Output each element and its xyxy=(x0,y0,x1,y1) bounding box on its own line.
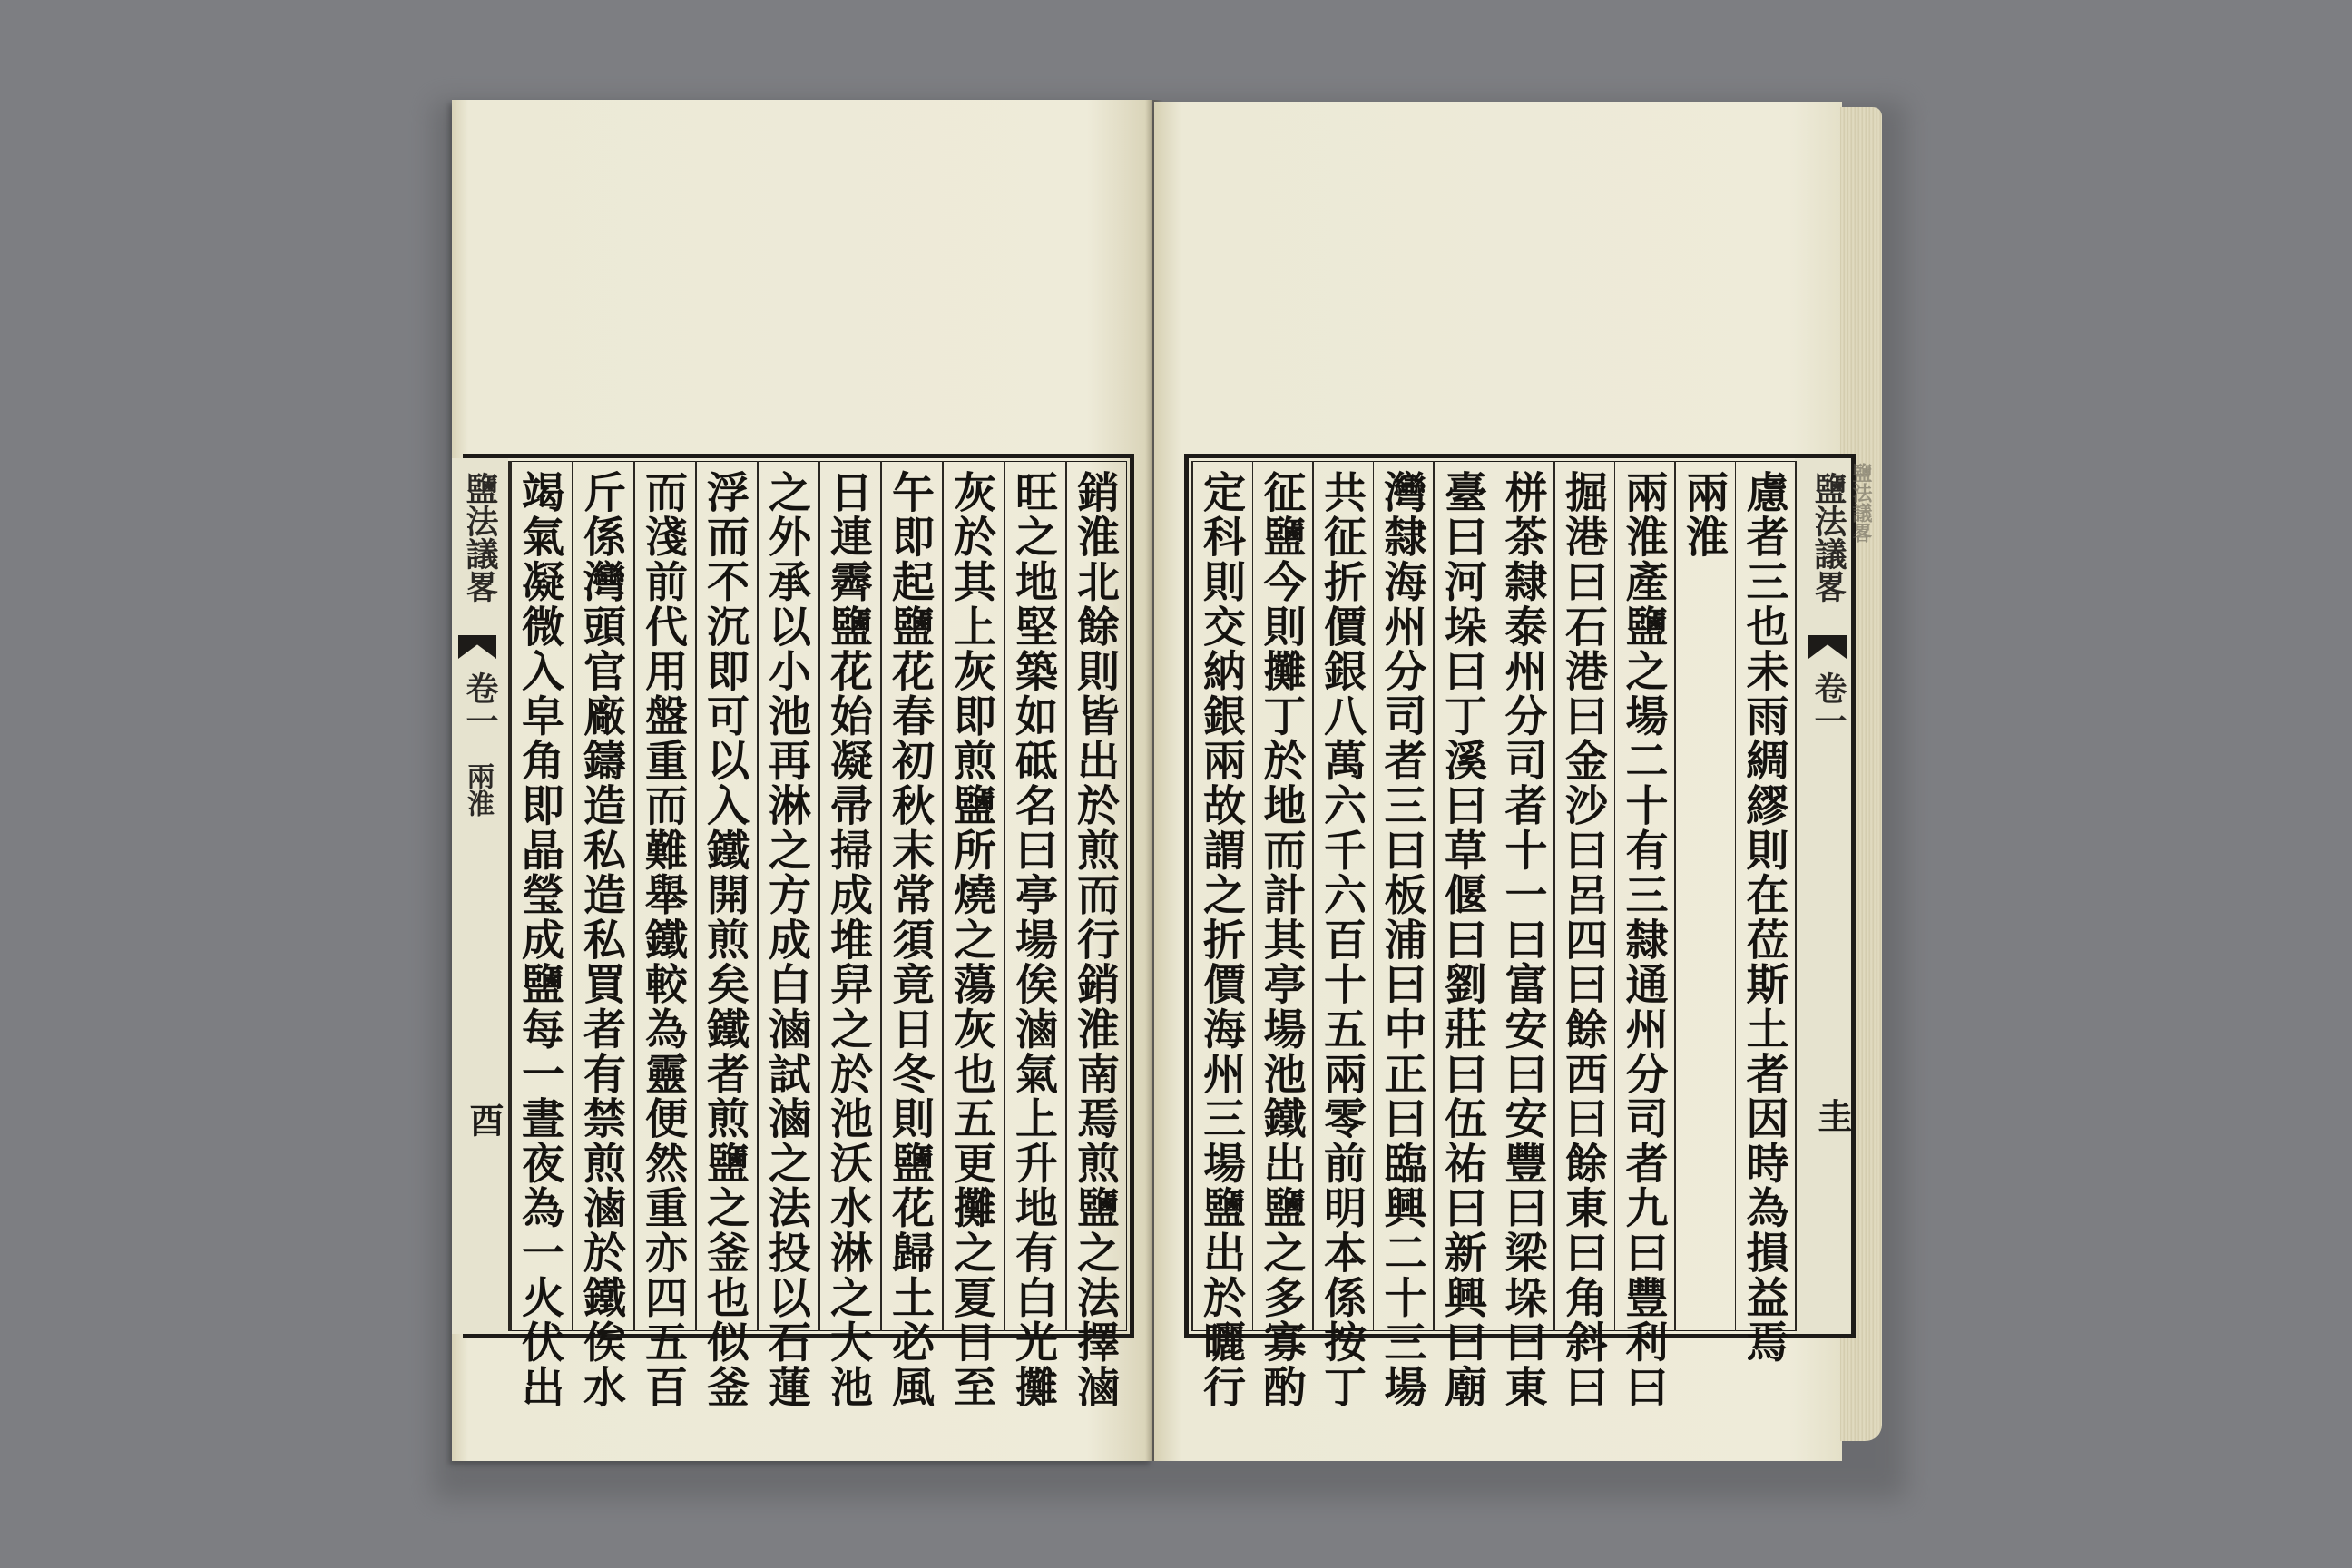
left-text-column: 浮而不沉即可以入鐵開煎矣鐵者煎鹽之釜也似釜 xyxy=(700,470,750,1410)
left-text-column: 午即起鹽花春初秋末常須竟日冬則鹽花歸土必風 xyxy=(885,470,935,1410)
right-margin-page-number: 圭 xyxy=(1812,1098,1853,1132)
left-column-rule xyxy=(572,461,573,1331)
left-text-column: 而淺前代用盤重而難舉鐵較為靈便然重亦四五百 xyxy=(638,470,688,1410)
left-column-rule xyxy=(633,461,635,1331)
left-text-column: 銷淮北餘則皆出於煎而行銷淮南焉煎鹽之法擇滷 xyxy=(1070,470,1120,1410)
right-column-rule xyxy=(1252,461,1254,1331)
left-text-column: 旺之地堅築如砥名曰亭場俟滷氣上升地有白光攤 xyxy=(1008,470,1058,1410)
left-column-rule xyxy=(1004,461,1005,1331)
left-margin-page-number: 酉 xyxy=(464,1102,505,1137)
right-text-column: 慮者三也未雨綢繆則在莅斯土者因時為損益焉 xyxy=(1739,470,1789,1365)
right-column-rule xyxy=(1494,461,1495,1331)
right-margin-juan: 卷一 xyxy=(1809,671,1847,737)
right-text-column: 兩淮產鹽之場二十有三隸通州分司者九曰豐利曰 xyxy=(1618,470,1669,1410)
right-banxin-rule xyxy=(1795,461,1797,1331)
right-column-rule xyxy=(1373,461,1375,1331)
right-column-rule xyxy=(1735,461,1737,1331)
right-column-rule xyxy=(1433,461,1435,1331)
right-text-column: 定科則交納銀兩故謂之折價海州三場鹽出於曬行 xyxy=(1196,470,1246,1410)
right-text-column: 栟茶隸泰州分司者十一曰富安曰安豐曰梁垛曰東 xyxy=(1497,470,1548,1410)
left-text-column: 日連霽鹽花始凝帚掃成堆舁之於池沃水淋之大池 xyxy=(823,470,873,1410)
right-text-column: 兩淮 xyxy=(1679,470,1729,560)
left-margin-section: 兩淮 xyxy=(462,762,494,817)
right-column-rule xyxy=(1674,461,1676,1331)
left-column-rule xyxy=(1065,461,1067,1331)
left-text-column: 灰於其上灰即煎鹽所燒之蕩灰也五更攤之夏日至 xyxy=(946,470,996,1410)
right-text-column: 征鹽今則攤丁於地而計其亭場池鐵出鹽之多寡酌 xyxy=(1256,470,1307,1410)
left-margin-juan: 卷一 xyxy=(461,671,499,737)
right-text-column: 灣隸海州分司者三曰板浦曰中正曰臨興二十三場 xyxy=(1377,470,1427,1410)
left-text-column: 斤係灣頭官廠鑄造私造私買者有禁煎滷於鐵俟水 xyxy=(576,470,626,1410)
left-column-rule xyxy=(695,461,697,1331)
right-column-rule xyxy=(1553,461,1555,1331)
left-column-rule xyxy=(510,461,512,1331)
right-text-column: 共征折價銀八萬六千六百十五兩零前明本係按丁 xyxy=(1317,470,1367,1410)
left-margin-title: 鹽法議畧 xyxy=(461,472,499,603)
left-text-column: 竭氣凝微入皁角即晶瑩成鹽每一晝夜為一火伏出 xyxy=(514,470,564,1410)
right-text-column: 掘港曰石港曰金沙曰呂四曰餘西曰餘東曰角斜曰 xyxy=(1558,470,1608,1410)
page-edge-label: 鹽法議畧 xyxy=(1849,463,1873,543)
left-column-rule xyxy=(880,461,882,1331)
right-column-rule xyxy=(1191,461,1193,1331)
right-column-rule xyxy=(1614,461,1616,1331)
right-column-rule xyxy=(1312,461,1314,1331)
right-margin-title: 鹽法議畧 xyxy=(1809,472,1847,603)
right-text-column: 臺曰河垛曰丁溪曰草偃曰劉莊曰伍祐曰新興曰廟 xyxy=(1437,470,1487,1410)
left-column-rule xyxy=(942,461,944,1331)
left-text-column: 之外承以小池再淋之方成白滷試滷之法投以石蓮 xyxy=(761,470,811,1410)
left-column-rule xyxy=(757,461,759,1331)
left-column-rule xyxy=(818,461,820,1331)
